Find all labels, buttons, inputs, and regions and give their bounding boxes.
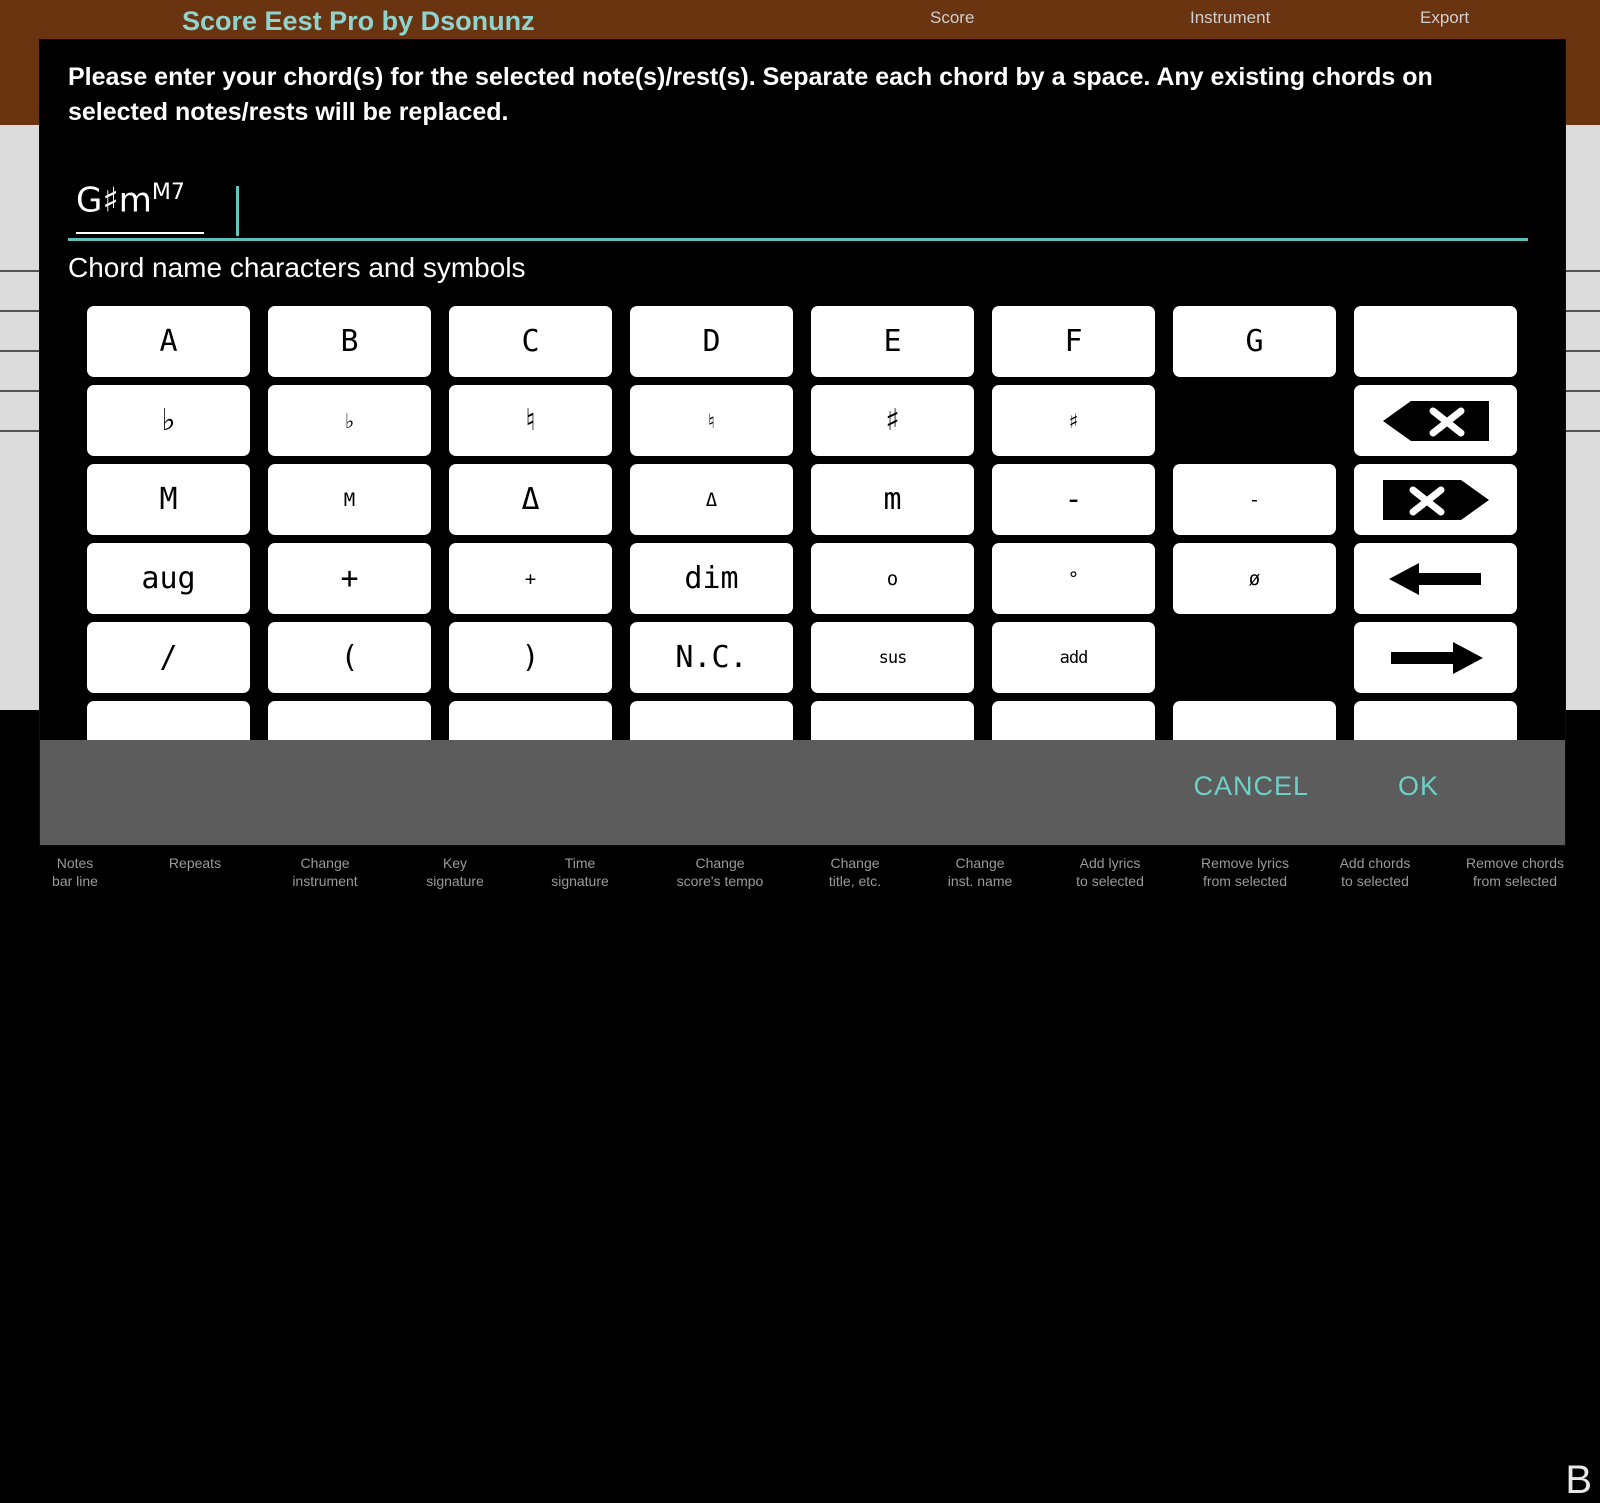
key-major-M[interactable]: M [87, 464, 250, 535]
ok-button[interactable]: OK [1392, 770, 1445, 803]
key-aug[interactable]: aug [87, 543, 250, 614]
chord-entry-dialog [40, 40, 1565, 845]
key-natural-small[interactable]: ♮ [630, 385, 793, 456]
toolbar-item-score[interactable]: Score [930, 8, 975, 27]
key-dim-circle[interactable]: o [811, 543, 974, 614]
bottom-label-change-title: Change title, etc. [828, 855, 882, 889]
key-f[interactable]: F [992, 306, 1155, 377]
key-paren-close[interactable]: ) [449, 622, 612, 693]
key-dim[interactable]: dim [630, 543, 793, 614]
backspace-icon [1381, 399, 1491, 443]
key-sus[interactable]: sus [811, 622, 974, 693]
pitch-letter-B: B [1565, 1458, 1592, 1502]
chord-input-superscript: M7 [151, 180, 185, 205]
bottom-label-change-instrument: Change instrument [292, 855, 358, 889]
toolbar-item-instrument[interactable]: Instrument [1190, 8, 1271, 27]
keyboard-section-label: Chord name characters and symbols [68, 252, 526, 283]
bottom-label-notes: Notes bar line [52, 855, 98, 889]
delete-forward-icon [1381, 478, 1491, 522]
key-natural[interactable]: ♮ [449, 385, 612, 456]
bottom-label-key-signature: Key signature [426, 855, 484, 889]
chord-input-value [76, 180, 185, 220]
chord-input-field[interactable] [68, 180, 1528, 240]
key-delta-small[interactable]: Δ [630, 464, 793, 535]
key-minus[interactable]: - [992, 464, 1155, 535]
key-d[interactable]: D [630, 306, 793, 377]
key-add[interactable]: add [992, 622, 1155, 693]
bottom-label-remove-chords: Remove chords from selected [1465, 855, 1565, 889]
chord-symbol-keyboard [78, 302, 1533, 719]
key-g[interactable]: G [1173, 306, 1336, 377]
key-delete-forward[interactable] [1354, 464, 1517, 535]
text-caret [236, 186, 239, 236]
arrow-left-icon [1381, 557, 1491, 601]
key-blank-1 [1173, 385, 1336, 456]
keyboard-row-1 [78, 302, 1533, 381]
keyboard-row-3 [78, 460, 1533, 539]
bottom-label-remove-lyrics: Remove lyrics from selected [1201, 855, 1289, 889]
arrow-right-icon [1381, 636, 1491, 680]
key-e[interactable]: E [811, 306, 974, 377]
chord-input-base: G♯m [76, 180, 152, 221]
toolbar-item-export[interactable]: Export [1420, 8, 1470, 27]
chord-input-composition-underline [76, 232, 204, 234]
key-major-M-small[interactable]: M [268, 464, 431, 535]
key-backspace[interactable] [1354, 385, 1517, 456]
keyboard-row-5 [78, 618, 1533, 697]
key-slash[interactable]: / [87, 622, 250, 693]
key-c[interactable]: C [449, 306, 612, 377]
dialog-body [40, 40, 1565, 740]
key-space[interactable] [1354, 306, 1517, 377]
key-degree[interactable]: ° [992, 543, 1155, 614]
key-arrow-left[interactable] [1354, 543, 1517, 614]
keyboard-row-4 [78, 539, 1533, 618]
key-a[interactable]: A [87, 306, 250, 377]
keyboard-row-2 [78, 381, 1533, 460]
key-minus-small[interactable]: - [1173, 464, 1336, 535]
key-half-dim[interactable]: ø [1173, 543, 1336, 614]
key-paren-open[interactable]: ( [268, 622, 431, 693]
bottom-label-time-signature: Time signature [551, 855, 609, 889]
dialog-footer [40, 740, 1565, 845]
bottom-label-add-chords: Add chords to selected [1339, 855, 1411, 889]
key-arrow-right[interactable] [1354, 622, 1517, 693]
app-title: Score Eest Pro by Dsonunz [182, 6, 535, 36]
keyboard-row-6 [78, 697, 1533, 719]
cancel-button[interactable]: CANCEL [1187, 770, 1315, 803]
prompt-line-2: Any existing chords on selected notes/rests will be replaced. [68, 63, 1433, 126]
key-sharp-small[interactable]: ♯ [992, 385, 1155, 456]
key-plus[interactable]: + [268, 543, 431, 614]
dialog-prompt [68, 60, 1533, 130]
key-plus-small[interactable]: + [449, 543, 612, 614]
key-no-chord[interactable]: N.C. [630, 622, 793, 693]
bottom-label-change-inst-name: Change inst. name [947, 855, 1013, 889]
key-flat[interactable]: ♭ [87, 385, 250, 456]
bottom-label-add-lyrics: Add lyrics to selected [1076, 855, 1144, 889]
key-flat-small[interactable]: ♭ [268, 385, 431, 456]
key-sharp[interactable]: ♯ [811, 385, 974, 456]
bottom-label-repeats: Repeats [168, 855, 222, 871]
key-minor-m[interactable]: m [811, 464, 974, 535]
bottom-label-change-tempo: Change score's tempo [676, 855, 764, 889]
key-delta[interactable]: Δ [449, 464, 612, 535]
key-blank-2 [1173, 622, 1336, 693]
prompt-line-1: Please enter your chord(s) for the selected note(s)/rest(s). Separate each chord by a space. [68, 63, 1151, 91]
key-b[interactable]: B [268, 306, 431, 377]
input-underline [68, 238, 1528, 241]
